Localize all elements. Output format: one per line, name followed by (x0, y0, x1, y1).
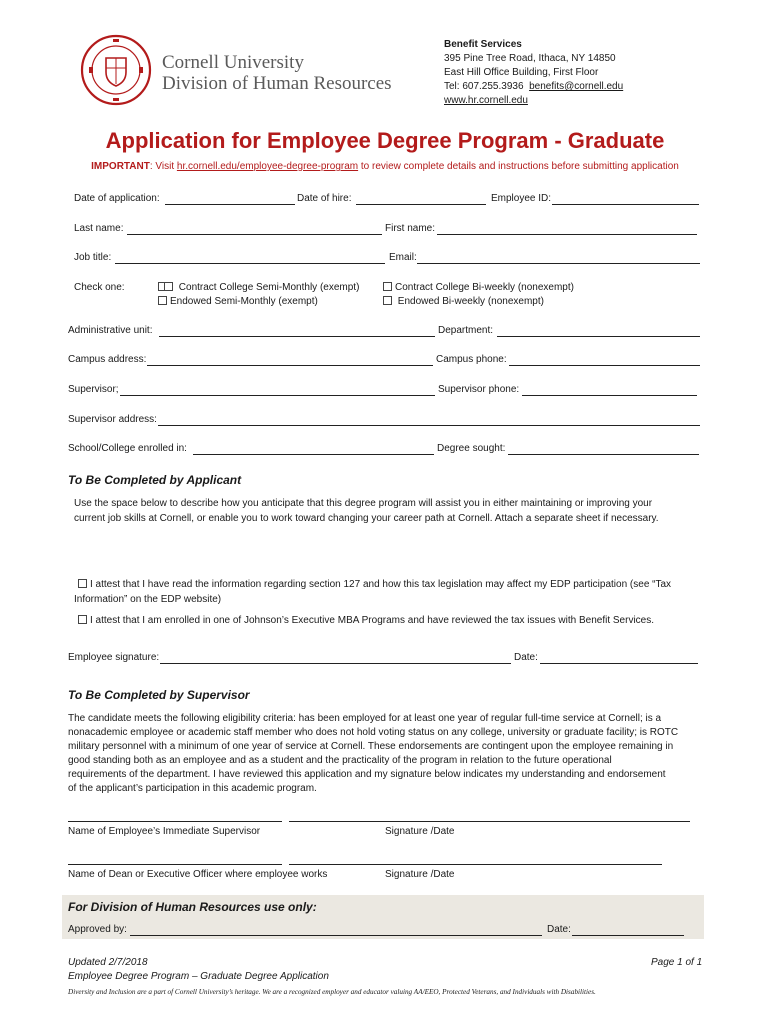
option-endowed-biweekly[interactable] (383, 296, 544, 307)
supervisor-label: Supervisor; (68, 384, 119, 395)
date-of-application-label: Date of application: (74, 193, 160, 204)
date-of-hire-field[interactable] (356, 204, 486, 205)
applicant-instructions-line-2: current job skills at Cornell, or enable you to work toward changing your career path at Cornell. Attach a separate sheet if necessary. (74, 513, 659, 524)
supervisor-phone-label: Supervisor phone: (438, 384, 520, 395)
contact-email-link[interactable]: benefits@cornell.edu (529, 81, 624, 92)
employee-signature-field[interactable] (160, 663, 511, 664)
footer-updated: Updated 2/7/2018 (68, 957, 148, 968)
administrative-unit-label: Administrative unit: (68, 325, 153, 336)
hr-use-heading: For Division of Human Resources use only: (68, 900, 317, 914)
supervisor-address-label: Supervisor address: (68, 414, 157, 425)
footer-diversity-statement: Diversity and Inclusion are a part of Cornell University’s heritage. We are a recognized employer and educator valuing AA/EEO, Protected Veterans, and Individuals with Disabilities. (68, 988, 596, 996)
approved-by-label: Approved by: (68, 924, 127, 935)
checkbox-icon[interactable] (383, 282, 392, 291)
supervisor-paragraph-line: military personnel with a minimum of one year of service at Cornell. These endorsements are contingent upon the employee remaining in (68, 741, 674, 752)
campus-phone-field[interactable] (509, 365, 700, 366)
checkbox-icon[interactable] (158, 296, 167, 305)
applicant-description-area[interactable] (74, 530, 700, 574)
division-name: Division of Human Resources (162, 73, 392, 94)
checkbox-icon[interactable] (78, 579, 87, 588)
attest-mba-text: I attest that I am enrolled in one of Johnson’s Executive MBA Programs and have reviewed the tax issues with Benefit Services. (90, 615, 654, 626)
supervisor-paragraph-line: requirements of the department. I have reviewed this application and my signature below indicates my understanding and endorsement (68, 769, 666, 780)
important-text-before: : Visit (149, 161, 177, 172)
email-field[interactable] (417, 263, 700, 264)
supervisor-paragraph-line: nonacademic employee or academic staff member who does not hold voting status on any college, university or graduate facility; is ROTC (68, 727, 679, 738)
option-endowed-semi-monthly[interactable] (158, 296, 318, 307)
job-title-field[interactable] (115, 263, 385, 264)
first-name-field[interactable] (437, 234, 697, 235)
important-notice (0, 161, 770, 172)
employee-date-field[interactable] (540, 663, 698, 664)
checkbox-icon[interactable] (78, 615, 87, 624)
dean-signature-field[interactable] (289, 864, 662, 865)
supervisor-address-field[interactable] (158, 425, 700, 426)
immediate-supervisor-name-field[interactable] (68, 821, 282, 822)
degree-sought-field[interactable] (508, 454, 699, 455)
check-one-label: Check one: (74, 282, 125, 293)
department-field[interactable] (497, 336, 700, 337)
important-label: IMPORTANT (91, 161, 150, 172)
school-college-field[interactable] (193, 454, 434, 455)
employee-id-label: Employee ID: (491, 193, 552, 204)
important-text-after: to review complete details and instructions before submitting application (358, 161, 679, 172)
employee-id-field[interactable] (552, 204, 699, 205)
option-label: Endowed Bi-weekly (nonexempt) (397, 296, 544, 307)
job-title-label: Job title: (74, 252, 112, 263)
contact-phone-email (444, 80, 623, 94)
form-title: Application for Employee Degree Program - Graduate (105, 128, 665, 153)
footer-page-number: Page 1 of 1 (651, 957, 703, 968)
checkbox-icon (164, 282, 173, 291)
applicant-instructions-line-1: Use the space below to describe how you anticipate that this degree program will assist you in either maintaining or improving your (74, 498, 653, 509)
attest-section-127[interactable] (78, 579, 671, 590)
footer-form-name: Employee Degree Program – Graduate Degree Application (68, 971, 329, 982)
contact-building: East Hill Office Building, First Floor (444, 67, 599, 78)
edp-link[interactable]: hr.cornell.edu/employee-degree-program (176, 161, 359, 172)
employee-date-label: Date: (514, 652, 538, 663)
supervisor-field[interactable] (120, 395, 435, 396)
last-name-label: Last name: (74, 223, 124, 234)
cornell-seal-logo (80, 34, 152, 106)
immediate-supervisor-label: Name of Employee’s Immediate Supervisor (68, 826, 261, 837)
campus-address-field[interactable] (147, 365, 433, 366)
administrative-unit-field[interactable] (159, 336, 435, 337)
checkbox-icon[interactable] (383, 296, 392, 305)
contact-website-link[interactable]: www.hr.cornell.edu (444, 95, 528, 106)
attest-127-text-2: Information” on the EDP website) (74, 594, 222, 605)
email-label: Email: (389, 252, 417, 263)
contact-office: Benefit Services (444, 39, 522, 50)
supervisor-paragraph-line: The candidate meets the following eligibility criteria: has been employed for at least one year of regular full-time service at Cornell; is a (68, 713, 662, 724)
date-of-application-field[interactable] (165, 204, 295, 205)
applicant-section-heading: To Be Completed by Applicant (68, 473, 242, 487)
option-label: Contract College Semi-Monthly (exempt) (178, 282, 360, 293)
department-label: Department: (438, 325, 494, 336)
supervisor-paragraph-line: good standing both as an employee and as a student and the practicality of the program in relation to the future operational (68, 755, 612, 766)
contact-tel: Tel: 607.255.3936 (444, 81, 524, 92)
supervisor-section-heading: To Be Completed by Supervisor (68, 688, 250, 702)
supervisor-paragraph-line: of the applicant’s participation in this academic program. (68, 783, 317, 794)
approved-by-field[interactable] (130, 935, 542, 936)
employee-signature-label: Employee signature: (68, 652, 160, 663)
degree-sought-label: Degree sought: (437, 443, 506, 454)
option-label: Endowed Semi-Monthly (exempt) (170, 296, 318, 307)
last-name-field[interactable] (127, 234, 382, 235)
option-contract-semi-monthly[interactable] (158, 282, 359, 293)
university-name: Cornell University (162, 52, 304, 73)
contact-address: 395 Pine Tree Road, Ithaca, NY 14850 (444, 53, 616, 64)
campus-address-label: Campus address: (68, 354, 147, 365)
option-label: Contract College Bi-weekly (nonexempt) (395, 282, 574, 293)
attest-executive-mba[interactable] (78, 615, 654, 626)
hr-date-field[interactable] (572, 935, 684, 936)
option-contract-biweekly[interactable] (383, 282, 574, 293)
first-name-label: First name: (385, 223, 436, 234)
attest-127-text-1: I attest that I have read the information regarding section 127 and how this tax legislation may affect my EDP participation (see “Tax (90, 579, 672, 590)
immediate-supervisor-signature-field[interactable] (289, 821, 690, 822)
dean-name-field[interactable] (68, 864, 282, 865)
date-of-hire-label: Date of hire: (297, 193, 352, 204)
supervisor-phone-field[interactable] (522, 395, 697, 396)
dean-label: Name of Dean or Executive Officer where employee works (68, 869, 328, 880)
school-college-label: School/College enrolled in: (68, 443, 187, 454)
signature-date-label-2: Signature /Date (385, 869, 455, 880)
hr-date-label: Date: (547, 924, 571, 935)
signature-date-label-1: Signature /Date (385, 826, 455, 837)
campus-phone-label: Campus phone: (436, 354, 507, 365)
